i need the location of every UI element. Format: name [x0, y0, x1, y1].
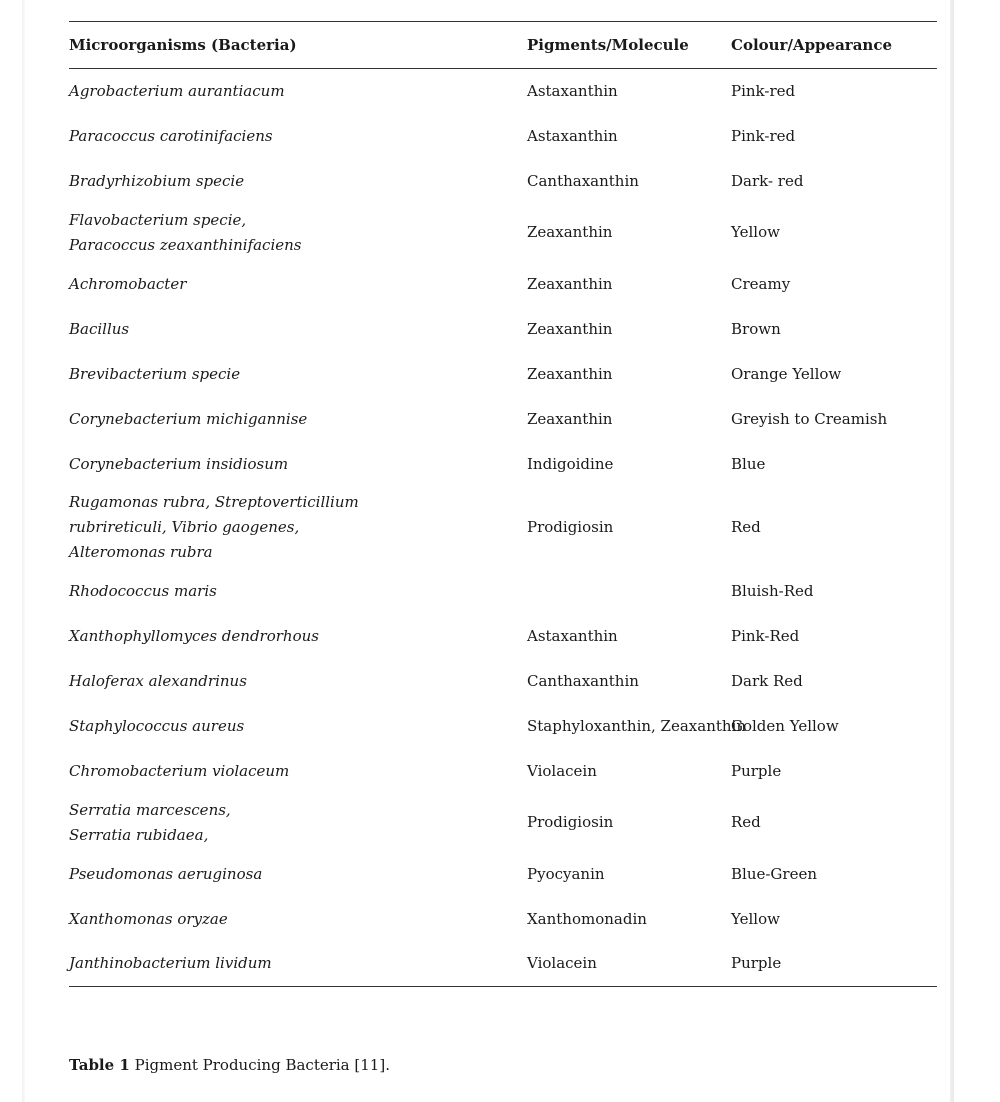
table-row — [69, 852, 937, 897]
organism-name-line: Rhodococcus maris — [69, 581, 217, 600]
organism-cell — [69, 897, 527, 942]
colour-cell: Pink-red — [731, 126, 796, 145]
table-row — [69, 569, 937, 614]
pigment-cell: Canthaxanthin — [527, 671, 639, 690]
organism-name-line: Janthinobacterium lividum — [69, 954, 272, 973]
table-row — [69, 204, 937, 262]
organism-name-line: Achromobacter — [69, 274, 187, 293]
colour-cell: Golden Yellow — [731, 716, 839, 735]
organism-name-line: Serratia rubidaea, — [69, 825, 209, 844]
colour-cell: Orange Yellow — [731, 364, 842, 383]
colour-cell: Pink-red — [731, 81, 796, 100]
organism-name-line: Paracoccus carotinifaciens — [69, 126, 273, 145]
organism-cell — [69, 614, 527, 659]
colour-cell: Yellow — [731, 909, 780, 928]
table-row — [69, 487, 937, 569]
table-row — [69, 114, 937, 159]
pigment-cell — [527, 569, 731, 614]
colour-cell: Pink-Red — [731, 626, 800, 645]
organism-name-line: Chromobacterium violaceum — [69, 761, 290, 780]
table-row — [69, 897, 937, 942]
organism-cell — [69, 204, 527, 262]
pigment-cell: Staphyloxanthin, Zeaxanthin — [527, 716, 747, 735]
table-row — [69, 159, 937, 204]
organism-name-line: Xanthophyllomyces dendrorhous — [69, 626, 319, 645]
organism-name-line: Bradyrhizobium specie — [69, 171, 245, 190]
table-container — [69, 21, 937, 987]
table-row — [69, 749, 937, 794]
organism-cell — [69, 114, 527, 159]
table-row — [69, 794, 937, 852]
caption-text: Pigment Producing Bacteria [11]. — [129, 1056, 390, 1074]
pigment-cell: Zeaxanthin — [527, 364, 613, 383]
organism-cell — [69, 794, 527, 852]
table-row — [69, 442, 937, 487]
colour-cell: Bluish-Red — [731, 581, 814, 600]
organism-name-line: Rugamonas rubra, Streptoverticillium — [69, 493, 359, 511]
organism-cell — [69, 262, 527, 307]
organism-cell — [69, 659, 527, 704]
colour-cell: Purple — [731, 954, 782, 973]
table-row — [69, 352, 937, 397]
organism-name-line: Brevibacterium specie — [69, 364, 241, 383]
pigment-cell: Canthaxanthin — [527, 171, 639, 190]
colour-cell: Yellow — [731, 223, 780, 241]
organism-cell — [69, 942, 527, 987]
colour-cell: Greyish to Creamish — [731, 409, 888, 428]
pigment-cell: Zeaxanthin — [527, 223, 613, 241]
pigment-cell: Zeaxanthin — [527, 409, 613, 428]
organism-name-line: Serratia marcescens, — [69, 800, 231, 819]
table-row — [69, 262, 937, 307]
pigment-cell: Prodigiosin — [527, 518, 614, 536]
organism-name-line: Agrobacterium aurantiacum — [69, 81, 285, 100]
pigment-cell: Xanthomonadin — [527, 909, 647, 928]
organism-name-line: Pseudomonas aeruginosa — [69, 864, 263, 883]
colour-cell: Dark- red — [731, 171, 804, 190]
table-body — [69, 69, 937, 987]
organism-cell — [69, 307, 527, 352]
organism-cell — [69, 852, 527, 897]
colour-cell: Red — [731, 813, 761, 831]
organism-cell — [69, 159, 527, 204]
pigment-cell: Violacein — [527, 954, 597, 973]
header-row — [69, 22, 937, 69]
caption-label: Table 1 — [69, 1056, 130, 1074]
pigment-cell: Astaxanthin — [527, 81, 618, 100]
colour-cell: Blue — [731, 454, 766, 473]
organism-cell — [69, 569, 527, 614]
pigment-cell: Astaxanthin — [527, 126, 618, 145]
table-row — [69, 69, 937, 114]
pigment-cell: Zeaxanthin — [527, 319, 613, 338]
organism-cell — [69, 487, 527, 569]
table-row — [69, 614, 937, 659]
colour-cell: Dark Red — [731, 671, 803, 690]
pigment-cell: Violacein — [527, 761, 597, 780]
organism-name-line: Corynebacterium michigannise — [69, 409, 308, 428]
colour-cell: Brown — [731, 319, 781, 338]
page-edge-right — [950, 0, 954, 1102]
organism-cell — [69, 704, 527, 749]
organism-cell — [69, 442, 527, 487]
colour-cell: Purple — [731, 761, 782, 780]
organism-name-line: Staphylococcus aureus — [69, 716, 245, 735]
table-caption — [69, 1056, 390, 1074]
pigment-cell: Pyocyanin — [527, 864, 605, 883]
organism-name-line: Xanthomonas oryzae — [69, 909, 228, 928]
table-header — [69, 22, 937, 69]
pigment-cell: Prodigiosin — [527, 813, 614, 831]
pigment-table — [69, 21, 937, 987]
organism-cell — [69, 749, 527, 794]
header-microorganisms: Microorganisms (Bacteria) — [69, 36, 297, 54]
pigment-cell: Astaxanthin — [527, 626, 618, 645]
colour-cell: Creamy — [731, 274, 791, 293]
table-row — [69, 942, 937, 987]
header-pigments: Pigments/Molecule — [527, 36, 689, 54]
table-row — [69, 659, 937, 704]
organism-name-line: Flavobacterium specie, — [69, 210, 247, 229]
organism-cell — [69, 397, 527, 442]
organism-name-line: Alteromonas rubra — [69, 543, 213, 561]
page-edge-left — [22, 0, 25, 1102]
organism-cell — [69, 69, 527, 114]
organism-name-line: Corynebacterium insidiosum — [69, 454, 289, 473]
pigment-cell: Zeaxanthin — [527, 274, 613, 293]
colour-cell: Red — [731, 518, 761, 536]
header-colour: Colour/Appearance — [731, 36, 893, 54]
table-row — [69, 704, 937, 749]
pigment-cell: Indigoidine — [527, 454, 614, 473]
organism-name-line: rubrireticuli, Vibrio gaogenes, — [69, 518, 300, 536]
colour-cell: Blue-Green — [731, 864, 817, 883]
organism-cell — [69, 352, 527, 397]
table-row — [69, 307, 937, 352]
organism-name-line: Bacillus — [69, 319, 130, 338]
organism-name-line: Paracoccus zeaxanthinifaciens — [69, 235, 302, 254]
table-row — [69, 397, 937, 442]
organism-name-line: Haloferax alexandrinus — [69, 671, 247, 690]
